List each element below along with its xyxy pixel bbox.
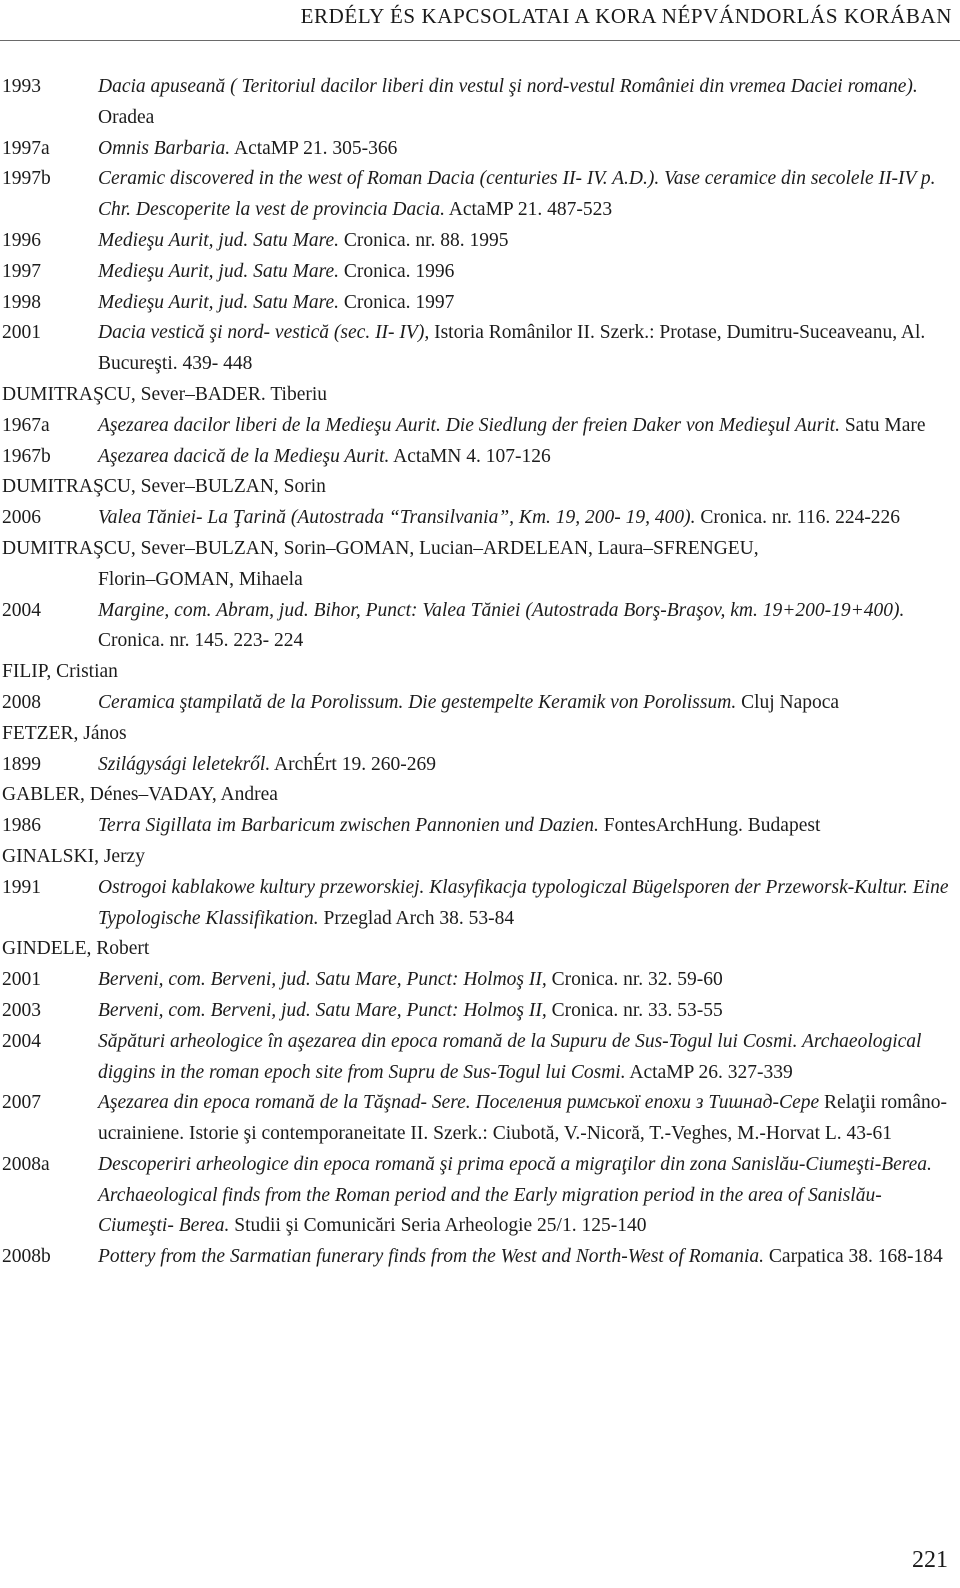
entry-source: ActaMN 4. 107-126 <box>389 445 551 467</box>
page-number: 221 <box>912 1547 948 1573</box>
author-heading: DUMITRAŞCU, Sever–BADER. Tiberiu <box>2 383 328 405</box>
entry-text <box>98 134 952 165</box>
entry-source: FontesArchHung. Budapest <box>598 815 821 837</box>
bibliography-entry <box>2 996 952 1027</box>
bibliography-entry <box>2 164 952 226</box>
entry-source: Relaţii româno- ucrainiene. Istorie şi contemporaneitate II. Szerk.: Ciubotă, V.-Nicoră, T.-Veghes, M.-Horvat L. 43-61 <box>98 1092 947 1145</box>
entry-source: Cronica. nr. 88. 1995 <box>339 229 509 251</box>
entry-source: Cronica. nr. 32. 59-60 <box>546 969 723 991</box>
entry-source: Cronica. nr. 145. 223- 224 <box>98 630 304 652</box>
entry-source: Satu Mare <box>839 414 926 436</box>
entry-year: 2007 <box>2 1092 41 1114</box>
entry-title: Medieşu Aurit, jud. Satu Mare. <box>98 229 340 251</box>
entry-title: Valea Tăniei- La Ţarină (Autostrada “Transilvania”, Km. 19, 200- 19, 400). <box>98 507 696 529</box>
author-heading: GINDELE, Robert <box>2 938 150 960</box>
entry-text <box>98 411 952 442</box>
entry-text <box>98 873 952 935</box>
entry-title: Omnis Barbaria. <box>98 137 231 159</box>
entry-text <box>98 164 952 226</box>
bibliography-entry <box>2 1242 952 1273</box>
entry-year: 1967a <box>2 414 50 436</box>
author-heading: DUMITRAŞCU, Sever–BULZAN, Sorin <box>2 476 326 498</box>
entry-title: Aşezarea dacică de la Medieşu Aurit. <box>98 445 390 467</box>
entry-year: 2004 <box>2 599 41 621</box>
entry-title: Medieşu Aurit, jud. Satu Mare. <box>98 291 340 313</box>
entry-source: Oradea <box>98 106 155 128</box>
bibliography-entry <box>2 134 952 165</box>
entry-text <box>98 288 952 319</box>
entry-year: 1899 <box>2 753 41 775</box>
entry-year: 1993 <box>2 76 41 97</box>
bibliography-entry <box>2 873 952 935</box>
entry-source: Cluj Napoca <box>736 691 840 713</box>
entry-year: 1991 <box>2 876 41 898</box>
entry-year: 2008a <box>2 1153 50 1175</box>
entry-title: Dacia vestică şi nord- vestică (sec. II- IV), <box>98 322 430 344</box>
entry-text <box>98 1150 952 1242</box>
entry-title: Dacia apuseană ( Teritoriul dacilor liberi din vestul şi nord-vestul României din vremea Daciei romane). <box>98 76 918 97</box>
entry-year: 2006 <box>2 507 41 529</box>
entry-title: Ostrogoi kablakowe kultury przeworskiej. Klasyfikacja typologiczal Bügelsporen der Przeworsk-Kultur. Eine Typologische Klassifikation. <box>98 876 949 929</box>
entry-title: Ceramic discovered in the west of Roman Dacia (centuries II- IV. A.D.). Vase ceramice din secolele II-IV p. Chr. Descoperite la vest de provincia Dacia. <box>98 168 936 221</box>
entry-text <box>98 596 952 658</box>
entry-source: Przeglad Arch 38. 53-84 <box>318 907 515 929</box>
entry-year: 2001 <box>2 969 41 991</box>
entry-source: Cronica. 1997 <box>339 291 455 313</box>
entry-text <box>98 257 952 288</box>
entry-title: Ceramica ştampilată de la Porolissum. Die gestempelte Keramik von Porolissum. <box>98 691 737 713</box>
entry-text <box>98 688 952 719</box>
entry-title: Szilágysági leletekről. <box>98 753 271 775</box>
entry-text <box>98 750 952 781</box>
entry-source: ActaMP 26. 327-339 <box>625 1061 793 1083</box>
entry-title: Descoperiri arheologice din epoca romană şi prima epocă a migraţilor din zona Sanislău-Ciumeşti-Berea. Archaeological finds from the Roman period and the Early migration period in the area of Sanislău- Ciumeşti- Berea. <box>98 1153 932 1237</box>
entry-text <box>98 965 952 996</box>
entry-text <box>98 1027 952 1089</box>
bibliography-entry <box>2 72 952 134</box>
entry-title: Pottery from the Sarmatian funerary finds from the West and North-West of Romania. <box>98 1246 765 1268</box>
entry-text <box>98 503 952 534</box>
entry-year: 1997b <box>2 168 51 190</box>
entry-source: ActaMP 21. 487-523 <box>444 199 613 221</box>
entry-source: Istoria Românilor II. Szerk.: Protase, Dumitru-Suceaveanu, Al. Bucureşti. 439- 448 <box>98 322 926 375</box>
entry-text <box>98 996 952 1027</box>
entry-source: Cronica. nr. 116. 224-226 <box>695 507 901 529</box>
bibliography-entry <box>2 1150 952 1242</box>
entry-text <box>98 1088 952 1150</box>
author-heading-continuation: Florin–GOMAN, Mihaela <box>98 568 303 590</box>
entry-year: 1997a <box>2 137 50 159</box>
bibliography-entry <box>2 688 952 719</box>
bibliography-entry <box>2 288 952 319</box>
entry-title: Săpături arheologice în aşezarea din epoca romană de la Supuru de Sus-Togul lui Cosmi. Archaeological diggins in the roman epoch site from Supru de Sus-Togul lui Cosmi. <box>98 1030 922 1083</box>
entry-source: Studii şi Comunicări Seria Arheologie 25/1. 125-140 <box>229 1215 647 1237</box>
bibliography-entry <box>2 442 952 473</box>
author-heading: FETZER, János <box>2 722 127 744</box>
bibliography-entry <box>2 411 952 442</box>
entry-title: Terra Sigillata im Barbaricum zwischen Pannonien und Dazien. <box>98 815 599 837</box>
author-heading: GINALSKI, Jerzy <box>2 845 145 867</box>
bibliography-entry <box>2 1088 952 1150</box>
entry-year: 2008b <box>2 1246 51 1268</box>
entry-source: Cronica. 1996 <box>339 260 455 282</box>
header-rule <box>0 40 960 41</box>
entry-year: 1967b <box>2 445 51 467</box>
entry-title: Berveni, com. Berveni, jud. Satu Mare, Punct: Holmoş II, <box>98 999 547 1021</box>
entry-year: 2001 <box>2 322 41 344</box>
entry-title: Medieşu Aurit, jud. Satu Mare. <box>98 260 340 282</box>
entry-title: Berveni, com. Berveni, jud. Satu Mare, Punct: Holmoş II, <box>98 969 547 991</box>
bibliography-entry <box>2 811 952 842</box>
bibliography-entry <box>2 503 952 534</box>
entry-year: 2008 <box>2 691 41 713</box>
bibliography-entry <box>2 750 952 781</box>
author-heading: DUMITRAŞCU, Sever–BULZAN, Sorin–GOMAN, Lucian–ARDELEAN, Laura–SFRENGEU, <box>2 537 759 559</box>
entry-year: 1998 <box>2 291 41 313</box>
bibliography-list <box>2 72 952 1273</box>
entry-text <box>98 72 952 134</box>
entry-year: 1986 <box>2 815 41 837</box>
entry-year: 1996 <box>2 229 41 251</box>
entry-text <box>98 1242 952 1273</box>
entry-source: ArchÉrt 19. 260-269 <box>270 753 436 775</box>
entry-title: Margine, com. Abram, jud. Bihor, Punct: Valea Tăniei (Autostrada Borş-Braşov, km. 19+200-19+400). <box>98 599 905 621</box>
bibliography-entry <box>2 596 952 658</box>
bibliography-entry <box>2 226 952 257</box>
author-heading: FILIP, Cristian <box>2 661 118 683</box>
entry-text <box>98 442 952 473</box>
entry-text <box>98 811 952 842</box>
entry-text <box>98 226 952 257</box>
entry-source: Carpatica 38. 168-184 <box>764 1246 943 1268</box>
entry-title: Aşezarea dacilor liberi de la Medieşu Aurit. Die Siedlung der freien Daker von Medieşul Aurit. <box>98 414 840 436</box>
entry-text <box>98 318 952 380</box>
entry-source: Cronica. nr. 33. 53-55 <box>546 999 723 1021</box>
entry-year: 1997 <box>2 260 41 282</box>
bibliography-entry <box>2 1027 952 1089</box>
author-heading: GABLER, Dénes–VADAY, Andrea <box>2 784 278 806</box>
entry-source: ActaMP 21. 305-366 <box>230 137 398 159</box>
running-header: ERDÉLY ÉS KAPCSOLATAI A KORA NÉPVÁNDORLÁS KORÁBAN <box>300 4 952 28</box>
entry-title: Aşezarea din epoca romană de la Tăşnad- Sere. Поселения римської епохи з Тишнад-Сере <box>98 1092 820 1114</box>
bibliography-entry <box>2 318 952 380</box>
bibliography-entry <box>2 965 952 996</box>
entry-year: 2003 <box>2 999 41 1021</box>
entry-year: 2004 <box>2 1030 41 1052</box>
bibliography-entry <box>2 257 952 288</box>
